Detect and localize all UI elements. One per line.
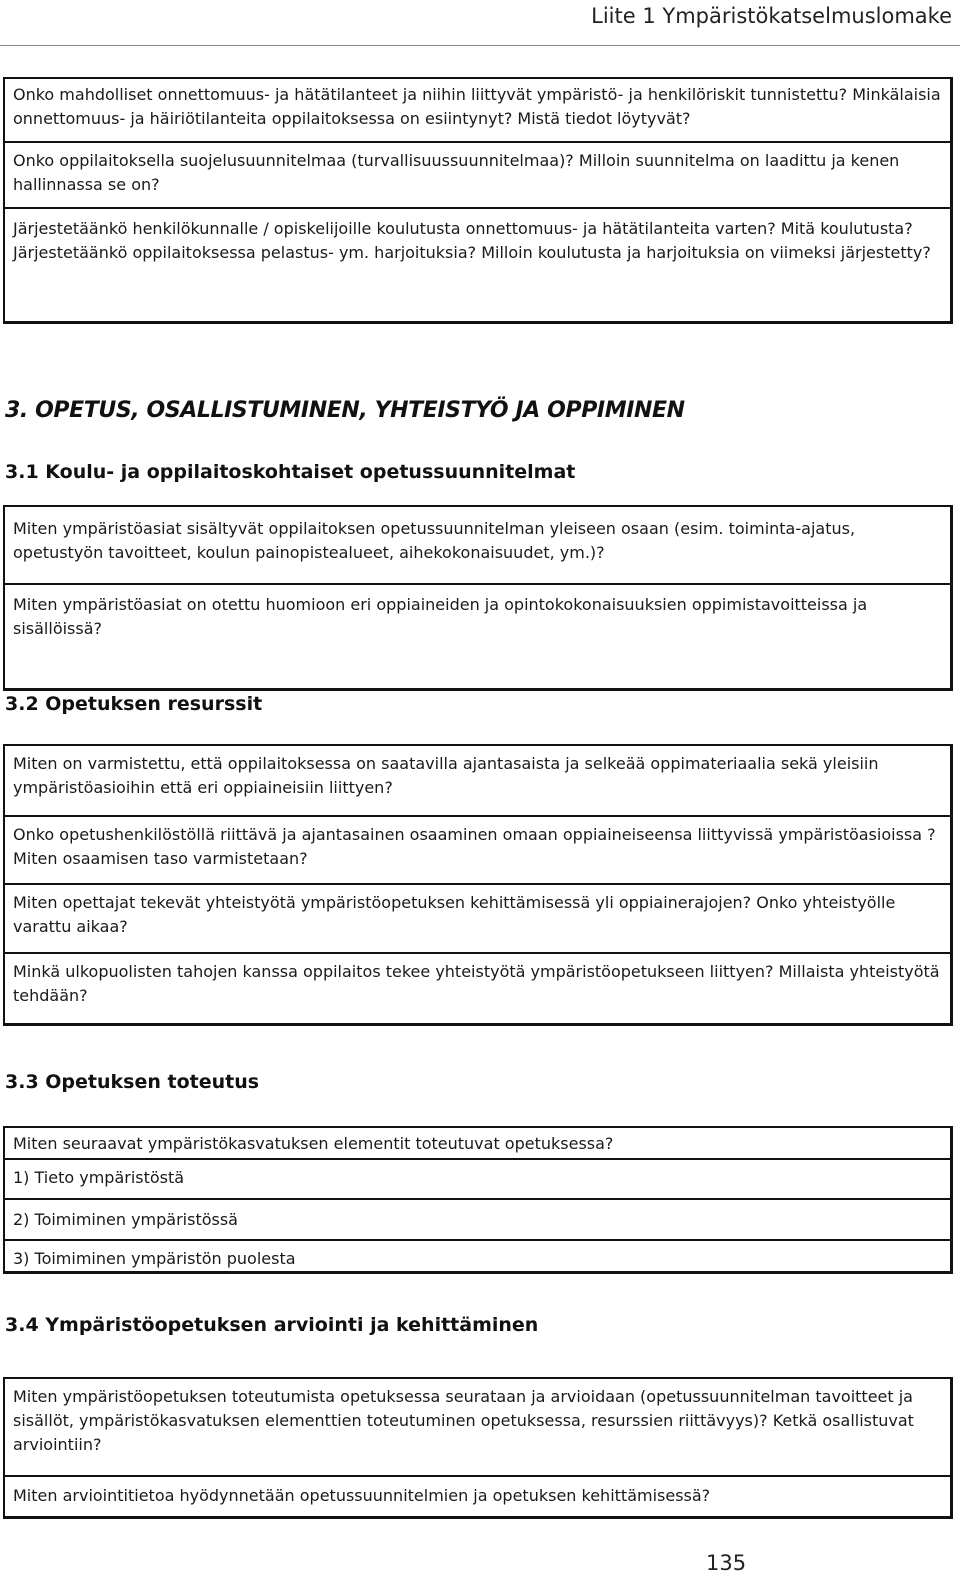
table-row: Järjestetäänkö henkilökunnalle / opiskelijoille koulutusta onnettomuus- ja hätätilanteita varten? Mitä koulutusta? Järjestetäänkö oppilaitoksessa pelastus- ym. harjoituksia? Milloin koulutusta ja harjoituksia on viimeksi järjestetty? [5, 207, 950, 321]
table-row: Miten ympäristöasiat sisältyvät oppilaitoksen opetussuunnitelman yleiseen osaan (esim. toiminta-ajatus, opetustyön tavoitteet, koulun painopistealueet, aihekokonaisuudet, ym.)? [13, 519, 856, 562]
section-3-heading: 3. OPETUS, OSALLISTUMINEN, YHTEISTYÖ JA OPPIMINEN [5, 398, 685, 423]
evaluation-table [3, 1377, 953, 1519]
section-3-4-heading: 3.4 Ympäristöopetuksen arviointi ja kehittäminen [5, 1314, 539, 1336]
header-rule [0, 45, 960, 46]
table-row: 3) Toimiminen ympäristön puolesta [5, 1239, 950, 1272]
table-row: Onko mahdolliset onnettomuus- ja hätätilanteet ja niihin liittyvät ympäristö- ja henkilöriskit tunnistettu? Minkälaisia onnettomuus- ja häiriötilanteita oppilaitoksessa on esiintynyt? Mistä tiedot löytyvät? [13, 85, 941, 128]
page-number: 135 [706, 1551, 747, 1575]
header-title: Liite 1 Ympäristökatselmuslomake [591, 4, 952, 28]
table-row: Onko oppilaitoksella suojelusuunnitelmaa (turvallisuussuunnitelmaa)? Milloin suunnitelma on laadittu ja kenen hallinnassa se on? [5, 141, 950, 207]
section-3-3-heading: 3.3 Opetuksen toteutus [5, 1071, 260, 1093]
table-row: Miten opettajat tekevät yhteistyötä ympäristöopetuksen kehittämisessä yli oppiainerajojen? Onko yhteistyölle varattu aikaa? [5, 883, 950, 952]
table-row: Miten seuraavat ympäristökasvatuksen elementit toteutuvat opetuksessa? [13, 1134, 614, 1153]
section-3-1-heading: 3.1 Koulu- ja oppilaitoskohtaiset opetussuunnitelmat [5, 461, 576, 483]
table-row: Miten on varmistettu, että oppilaitoksessa on saatavilla ajantasaista ja selkeää oppimateriaalia sekä yleisiin ympäristöasioihin että eri oppiaineisiin liittyen? [13, 754, 879, 797]
table-row: Miten arviointitietoa hyödynnetään opetussuunnitelmien ja opetuksen kehittämisessä? [5, 1475, 950, 1517]
table-row: Miten ympäristöasiat on otettu huomioon eri oppiaineiden ja opintokokonaisuuksien oppimistavoitteissa ja sisällöissä? [5, 583, 950, 689]
emergency-questions-table [3, 77, 953, 324]
table-row: 2) Toimiminen ympäristössä [5, 1198, 950, 1239]
curriculum-table [3, 505, 953, 691]
table-row: Minkä ulkopuolisten tahojen kanssa oppilaitos tekee yhteistyötä ympäristöopetukseen liittyen? Millaista yhteistyötä tehdään? [5, 952, 950, 1024]
section-3-2-heading: 3.2 Opetuksen resurssit [5, 693, 263, 715]
table-row: Onko opetushenkilöstöllä riittävä ja ajantasainen osaaminen omaan oppiaineiseensa liittyvissä ympäristöasioissa ? Miten osaamisen taso varmistetaan? [5, 815, 950, 883]
table-row: 1) Tieto ympäristöstä [5, 1158, 950, 1198]
table-row: Miten ympäristöopetuksen toteutumista opetuksessa seurataan ja arvioidaan (opetussuunnitelman tavoitteet ja sisällöt, ympäristökasvatuksen elementtien toteutuminen opetuksessa, resurssien riittävyys)? Ketkä osallistuvat arviointiin? [13, 1387, 914, 1454]
implementation-table [3, 1126, 953, 1274]
resources-table [3, 744, 953, 1026]
